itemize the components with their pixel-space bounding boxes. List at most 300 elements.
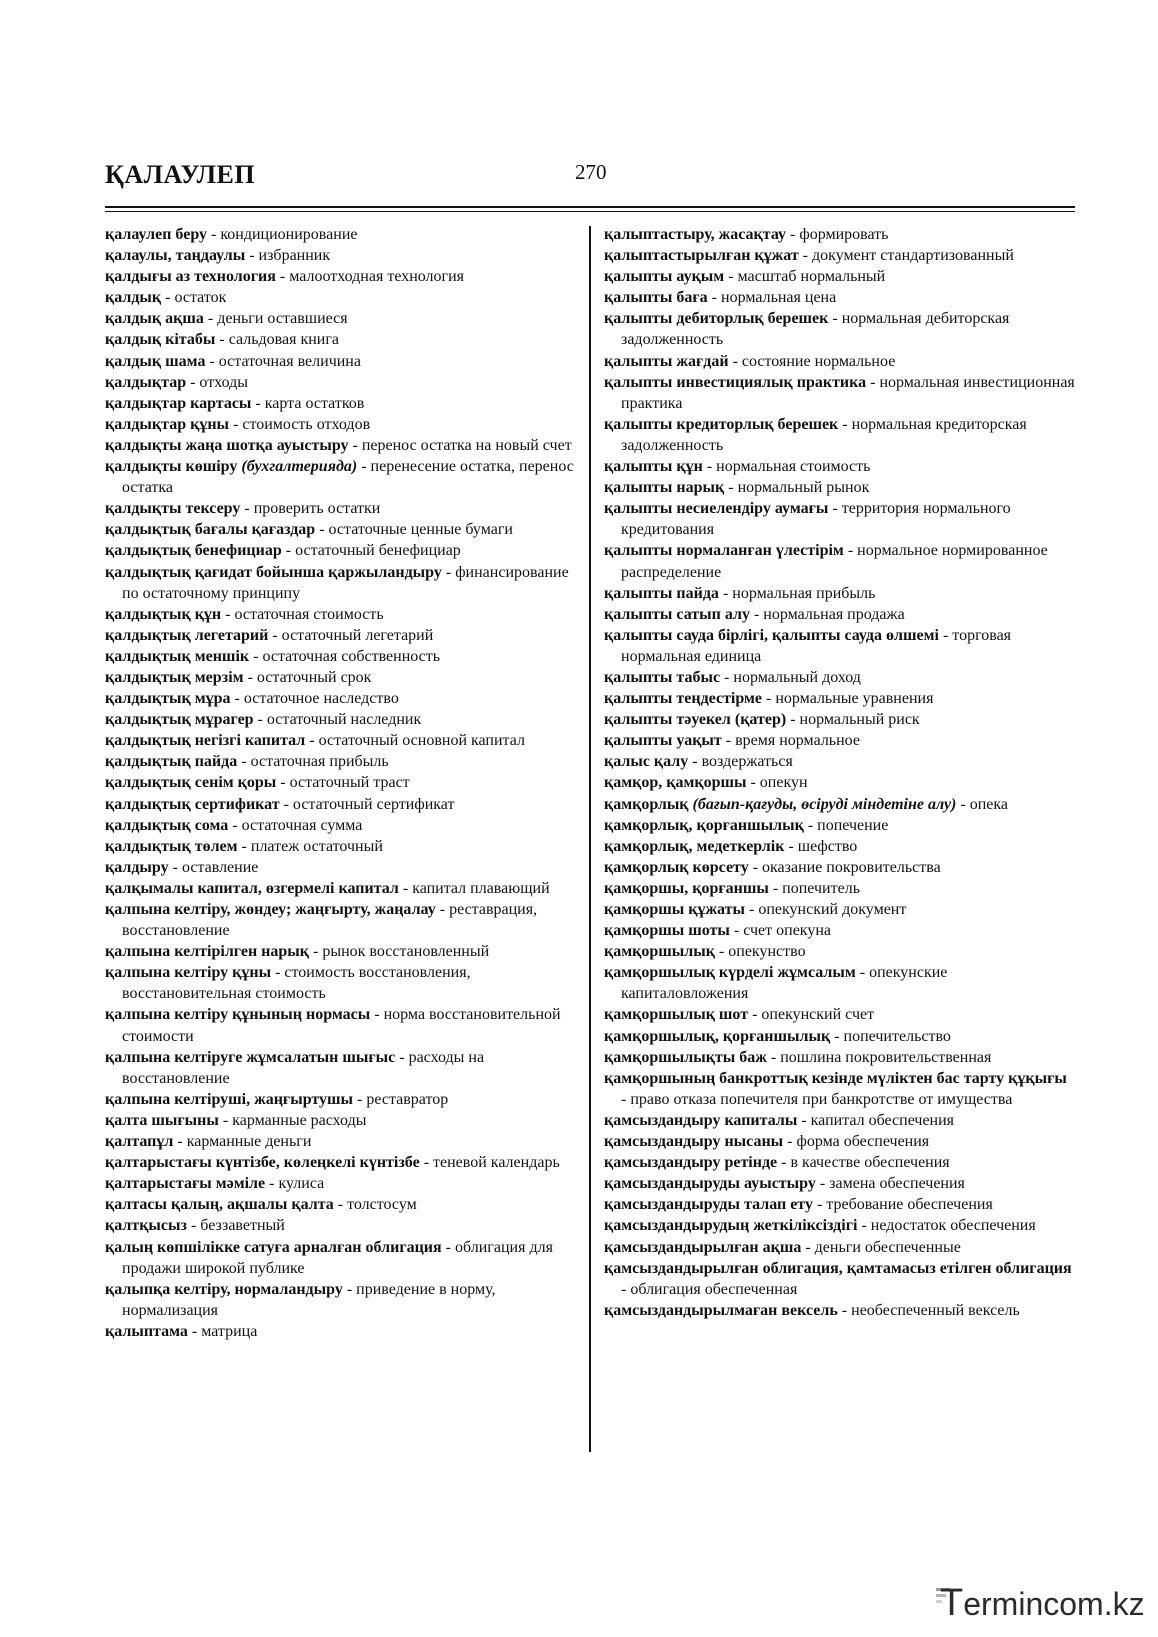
entry-separator: -: [419, 1154, 434, 1172]
entry-definition: приведение в норму, нормализация: [122, 1280, 496, 1319]
entry-separator: -: [797, 1111, 811, 1129]
entry-term: қалдықты жаңа шотқа ауыстыру: [105, 436, 349, 454]
entry-separator: -: [702, 458, 717, 476]
entry-definition: требование обеспечения: [826, 1196, 993, 1214]
entry-separator: -: [786, 226, 800, 243]
entry-term: қалдықтық мерзім: [105, 668, 244, 686]
entry-definition: перенос остатка на новый счет: [361, 436, 572, 454]
entry-separator: -: [315, 521, 329, 539]
dictionary-entry: [604, 351, 1076, 372]
entry-definition: остаточный наследник: [266, 711, 422, 729]
dictionary-entry: [105, 1152, 575, 1173]
entry-definition: оставление: [181, 858, 259, 876]
dictionary-entry: [105, 1237, 575, 1279]
entry-term: қалыпты тәуекел (қатер): [604, 711, 787, 729]
entry-definition: опекун: [759, 774, 808, 792]
entry-separator: -: [720, 668, 734, 686]
entry-definition: капитал обеспечения: [810, 1111, 955, 1129]
entry-term: қамсыздандырылған ақша: [604, 1238, 802, 1256]
entry-separator: -: [828, 500, 842, 518]
entry-note: (бағып-қағуды, өсіруді міндетіне алу): [688, 795, 957, 813]
dictionary-entry: [604, 730, 1076, 751]
dictionary-entry: [604, 1215, 1076, 1236]
entry-definition: нормальная стоимость: [716, 458, 871, 476]
entry-definition: опека: [969, 795, 1009, 813]
entry-term: қалдықтық төлем: [105, 837, 238, 855]
dictionary-entry: [105, 540, 575, 561]
dictionary-entry: [105, 1321, 575, 1342]
entry-definition: стоимость восстановления, восстановительная стоимость: [122, 964, 471, 1003]
entry-separator: -: [357, 458, 371, 476]
entry-separator: -: [801, 1238, 815, 1256]
entry-separator: -: [275, 268, 290, 286]
entry-definition: опекунские капиталовложения: [621, 964, 948, 1003]
entry-definition: остаточный бенефициар: [295, 542, 461, 560]
page-header: [105, 158, 1075, 198]
entry-separator: -: [342, 1280, 357, 1298]
entry-term: қалдықтық сенім қоры: [105, 774, 277, 792]
dictionary-entry: [105, 245, 575, 266]
entry-definition: реставрация, восстановление: [122, 901, 538, 940]
entry-term: қалдықты тексеру: [105, 500, 241, 518]
entry-term: қалыс қалу: [604, 753, 689, 771]
entry-definition: кондиционирование: [220, 226, 358, 243]
entry-separator: -: [186, 373, 200, 391]
entry-separator: -: [221, 605, 235, 623]
dictionary-entry: [105, 836, 575, 857]
entry-term: қалтарыстағы күнтізбе, көлеңкелі күнтізбе: [105, 1154, 420, 1172]
entry-definition: расходы на восстановление: [122, 1048, 485, 1087]
dictionary-entry: [105, 562, 575, 604]
dictionary-entry: [105, 625, 575, 646]
dictionary-entry: [105, 372, 575, 393]
entry-definition: отходы: [199, 373, 249, 391]
page-title: ҚАЛАУЛЕП: [105, 160, 256, 189]
entry-definition: избранник: [258, 247, 331, 265]
entry-separator: -: [240, 500, 254, 518]
entry-separator: -: [855, 964, 870, 982]
dictionary-entry: [604, 878, 1076, 899]
entry-definition: нормальный рынок: [737, 479, 870, 497]
entry-definition: остаточный легетарий: [281, 626, 434, 644]
entry-term: қалдықтық легетарий: [105, 626, 269, 644]
entry-separator: -: [724, 268, 738, 286]
dictionary-entry: [604, 772, 1076, 793]
entry-separator: -: [395, 1048, 409, 1066]
dictionary-entry: [105, 815, 575, 836]
entry-separator: -: [268, 626, 282, 644]
entry-definition: карманные деньги: [186, 1133, 312, 1151]
entry-definition: нормальная прибыль: [732, 584, 876, 602]
entry-definition: остаток: [174, 289, 227, 307]
entry-term: қалыпты инвестициялық практика: [604, 373, 867, 391]
entry-term: қамқоршылықты баж: [604, 1048, 767, 1066]
dictionary-entry: [604, 245, 1076, 266]
entry-term: қалдықты көшіру: [105, 458, 238, 476]
entry-term: қалыпты несиелендіру аумағы: [604, 500, 829, 518]
dictionary-entry: [604, 604, 1076, 625]
dictionary-entry: [105, 1047, 575, 1089]
entry-definition: территория нормального кредитования: [621, 500, 1011, 539]
entry-separator: -: [230, 690, 244, 708]
entry-term: қалтқысыз: [105, 1217, 187, 1235]
entry-definition: масштаб нормальный: [737, 268, 886, 286]
entry-separator: -: [203, 310, 218, 328]
entry-term: қалпына келтіру құнының нормасы: [105, 1006, 371, 1024]
entry-definition: беззаветный: [200, 1217, 285, 1235]
entry-separator: -: [207, 226, 221, 243]
entry-separator: -: [228, 816, 242, 834]
entry-separator: -: [724, 479, 738, 497]
entry-separator: -: [186, 1217, 201, 1235]
dictionary-entry: [105, 709, 575, 730]
entry-separator: -: [253, 711, 267, 729]
dictionary-entry: [604, 1004, 1076, 1025]
dictionary-entry: [105, 604, 575, 625]
entry-separator: -: [830, 1027, 844, 1045]
dictionary-entry: [604, 941, 1076, 962]
entry-definition: остаточная стоимость: [234, 605, 384, 623]
dictionary-entry: [604, 287, 1076, 308]
entry-separator: -: [828, 310, 842, 328]
entry-definition: счет опекуна: [743, 922, 832, 940]
dictionary-entry: [604, 498, 1076, 540]
entry-term: қамқоршының банкроттық кезінде мүліктен бас тарту құқығы: [604, 1069, 1067, 1087]
entry-separator: -: [746, 774, 760, 792]
entry-definition: нормальная дебиторская задолженность: [621, 310, 1010, 349]
entry-separator: -: [205, 352, 219, 370]
entry-term: қалдықтық бағалы қағаздар: [105, 521, 316, 539]
dictionary-entry: [604, 899, 1076, 920]
logo-domain: .kz: [1103, 1586, 1145, 1622]
entry-definition: рынок восстановленный: [322, 943, 490, 961]
entry-separator: -: [728, 352, 742, 370]
dictionary-entry: [105, 498, 575, 519]
dictionary-entry: [604, 688, 1076, 709]
entry-term: қалыптастырылған құжат: [604, 247, 799, 265]
entry-term: қалдықтар құны: [105, 415, 230, 433]
entry-separator: -: [249, 647, 263, 665]
dictionary-entry: [604, 667, 1076, 688]
entry-separator: -: [748, 858, 763, 876]
entry-term: қамсыздандыру ретінде: [604, 1154, 778, 1172]
dictionary-entry: [105, 772, 575, 793]
entry-definition: кулиса: [278, 1175, 325, 1193]
entry-term: қалыпты нормаланған үлестірім: [604, 542, 844, 560]
entry-term: қамқоршылық, қорғаншылық: [604, 1027, 831, 1045]
entry-separator: -: [370, 1006, 384, 1024]
entry-separator: -: [721, 732, 736, 750]
entry-separator: -: [218, 1111, 233, 1129]
dictionary-entry: [105, 224, 575, 245]
entry-term: қалдықтық құн: [105, 605, 222, 623]
entry-term: қалыптама: [105, 1322, 188, 1340]
entry-term: қалта шығыны: [105, 1111, 219, 1129]
dictionary-entry: [105, 688, 575, 709]
entry-definition: недостаток обеспечения: [870, 1217, 1036, 1235]
entry-term: қамсыздандырылған облигация, қамтамасыз етілген облигация: [604, 1259, 1072, 1277]
entry-definition: остаточное наследство: [243, 690, 399, 708]
entry-definition: пошлина покровительственная: [780, 1048, 992, 1066]
entry-separator: -: [766, 1048, 781, 1066]
termincom-logo[interactable]: [940, 1580, 1150, 1630]
entry-definition: в качестве обеспечения: [790, 1154, 950, 1172]
dictionary-entry: [604, 224, 1076, 245]
entry-separator: -: [348, 436, 362, 454]
entry-definition: капитал плавающий: [412, 879, 550, 897]
entry-definition: право отказа попечителя при банкротстве от имущества: [630, 1090, 1013, 1108]
column-divider: [589, 226, 591, 1452]
entry-term: қалдық кітабы: [105, 331, 216, 349]
dictionary-entry: [604, 1173, 1076, 1194]
dictionary-entry: [105, 287, 575, 308]
entry-separator: -: [688, 753, 702, 771]
dictionary-entry: [604, 1152, 1076, 1173]
entry-separator: -: [309, 943, 323, 961]
entry-term: қамсыздандыру капиталы: [604, 1111, 798, 1129]
entry-separator: -: [786, 711, 800, 729]
dictionary-entry: [604, 1300, 1076, 1321]
entry-separator: -: [215, 331, 229, 349]
dictionary-entry: [604, 1110, 1076, 1131]
entry-separator: -: [938, 626, 953, 644]
entry-separator: -: [161, 289, 175, 307]
entry-definition: нормальная инвестиционная практика: [621, 373, 1075, 412]
entry-separator: -: [398, 879, 413, 897]
dictionary-entry: [105, 351, 575, 372]
entry-term: қамқорлық көрсету: [604, 858, 749, 876]
dictionary-entry: [105, 857, 575, 878]
entry-definition: нормальный риск: [799, 711, 920, 729]
dictionary-entry: [604, 414, 1076, 456]
dictionary-entry: [105, 435, 575, 456]
dictionary-entry: [105, 794, 575, 815]
entry-separator: -: [784, 837, 798, 855]
dictionary-entry: [604, 836, 1076, 857]
entry-separator: -: [333, 1196, 348, 1214]
entry-term: қалыпты сатып алу: [604, 605, 750, 623]
dictionary-entry: [105, 456, 575, 498]
entry-term: қалыпты сауда бірлігі, қалыпты сауда өлшемі: [604, 626, 939, 644]
left-column: [105, 224, 575, 1342]
entry-definition: облигация для продажи широкой публике: [122, 1238, 553, 1277]
entry-separator: -: [305, 732, 319, 750]
entry-separator: -: [812, 1196, 827, 1214]
dictionary-entry: [604, 540, 1076, 582]
entry-term: қалтапұл: [105, 1133, 174, 1151]
dictionary-entry: [105, 941, 575, 962]
entry-separator: -: [866, 373, 880, 391]
entry-term: қалпына келтіруге жұмсалатын шығыс: [105, 1048, 396, 1066]
dictionary-entry: [105, 1279, 575, 1321]
entry-definition: оказание покровительства: [762, 858, 941, 876]
entry-definition: теневой календарь: [433, 1154, 560, 1172]
entry-definition: опекунство: [728, 943, 806, 961]
entry-term: қалыпты баға: [604, 289, 708, 307]
entry-term: қалыпты табыс: [604, 668, 721, 686]
entry-separator: -: [798, 247, 812, 265]
entry-definition: состояние нормальное: [741, 352, 896, 370]
entry-term: қамсыздандыру нысаны: [604, 1133, 784, 1151]
entry-separator: -: [843, 542, 858, 560]
entry-term: қалдықтық пайда: [105, 753, 238, 771]
dictionary-entry: [105, 1089, 575, 1110]
entry-term: қалдық: [105, 289, 162, 307]
entry-separator: -: [237, 753, 251, 771]
entry-definition: торговая нормальная единица: [621, 626, 1012, 665]
entry-term: қалыпты нарық: [604, 479, 725, 497]
dictionary-entry: [105, 519, 575, 540]
entry-separator: -: [745, 901, 759, 918]
entry-definition: нормальный доход: [733, 668, 861, 686]
entry-term: қалыпты пайда: [604, 584, 719, 602]
entry-definition: проверить остатки: [253, 500, 381, 518]
entry-term: қалдықтар картасы: [105, 394, 252, 412]
logo-text: [940, 1582, 1145, 1625]
entry-term: қалыптастыру, жасақтау: [604, 226, 786, 243]
entry-definition: замена обеспечения: [829, 1175, 965, 1193]
entry-definition: документ стандартизованный: [812, 247, 1014, 265]
entry-separator: -: [441, 563, 456, 581]
entry-term: қамқоршы құжаты: [604, 901, 745, 918]
entry-term: қалың көпшілікке сатуға арналған облигация: [105, 1238, 442, 1256]
dictionary-entry: [604, 1131, 1076, 1152]
entry-term: қамсыздандыруды ауыстыру: [604, 1175, 816, 1193]
entry-definition: перенесение остатка, перенос остатка: [122, 458, 574, 497]
dictionary-entry: [604, 266, 1076, 287]
entry-term: қамсыздандыруды талап ету: [604, 1196, 813, 1214]
dictionary-entry: [604, 751, 1076, 772]
dictionary-entry: [604, 1047, 1076, 1068]
entry-term: қалдыру: [105, 858, 169, 876]
entry-term: қалыпты кредиторлық берешек: [604, 415, 839, 433]
entry-term: қамқоршы, қорғаншы: [604, 879, 769, 897]
dictionary-entry: [604, 1026, 1076, 1047]
entry-term: қалпына келтіру, жөндеу; жаңғырту, жаңалау: [105, 901, 436, 918]
entry-term: қалаулы, таңдаулы: [105, 247, 246, 265]
entry-definition: нормальная цена: [721, 289, 837, 307]
dictionary-entry: [105, 414, 575, 435]
entry-separator: -: [251, 394, 265, 412]
entry-separator: -: [815, 1175, 830, 1193]
dictionary-entry: [105, 646, 575, 667]
entry-definition: остаточная величина: [218, 352, 361, 370]
dictionary-entry: [604, 456, 1076, 477]
entry-definition: попечитель: [782, 879, 860, 897]
entry-separator: -: [265, 1175, 279, 1193]
header-rule-thick: [105, 206, 1075, 208]
dictionary-entry: [105, 667, 575, 688]
entry-separator: -: [956, 795, 970, 813]
entry-separator: -: [762, 690, 776, 708]
entry-term: қалпына келтірілген нарық: [105, 943, 309, 961]
entry-separator: -: [768, 879, 783, 897]
dictionary-entry: [604, 308, 1076, 350]
right-column: [604, 224, 1076, 1321]
entry-definition: попечительство: [843, 1027, 951, 1045]
entry-definition: остаточный основной капитал: [318, 732, 525, 750]
dictionary-entry: [105, 1173, 575, 1194]
dictionary-entry: [604, 583, 1076, 604]
page-number: 270: [575, 160, 607, 184]
entry-term: қамқорлық, медеткерлік: [604, 837, 785, 855]
entry-term: қалдықтық меншік: [105, 647, 250, 665]
dictionary-entry: [105, 1131, 575, 1152]
entry-separator: -: [281, 542, 296, 560]
entry-definition: формировать: [799, 226, 889, 243]
entry-separator: -: [714, 943, 729, 961]
dictionary-entry: [604, 625, 1076, 667]
entry-definition: форма обеспечения: [796, 1133, 930, 1151]
entry-term: қамқоршылық: [604, 943, 715, 961]
dictionary-entry: [105, 962, 575, 1004]
header-rule-thin: [105, 211, 1075, 212]
dictionary-entry: [604, 709, 1076, 730]
entry-separator: -: [229, 415, 243, 433]
entry-definition: опекунский счет: [761, 1006, 875, 1024]
entry-separator: -: [276, 774, 290, 792]
entry-separator: -: [748, 1006, 762, 1024]
entry-separator: -: [187, 1322, 202, 1340]
entry-separator: -: [837, 1301, 852, 1319]
dictionary-entry: [604, 962, 1076, 1004]
entry-definition: реставратор: [366, 1090, 449, 1108]
entry-term: қалтарыстағы мәміле: [105, 1175, 266, 1193]
entry-definition: стоимость отходов: [242, 415, 371, 433]
entry-term: қалпына келтіруші, жаңғыртушы: [105, 1090, 354, 1108]
entry-term: қамқоршылық күрделі жұмсалым: [604, 964, 856, 982]
entry-term: қалыпты ауқым: [604, 268, 725, 286]
entry-definition: остаточные ценные бумаги: [328, 521, 513, 539]
dictionary-entry: [105, 308, 575, 329]
entry-definition: норма восстановительной стоимости: [122, 1006, 561, 1045]
dictionary-entry: [105, 1110, 575, 1131]
entry-definition: малоотходная технология: [289, 268, 465, 286]
entry-separator: -: [173, 1133, 187, 1151]
entry-separator: -: [621, 1090, 631, 1108]
entry-definition: нормальная продажа: [763, 605, 905, 623]
entry-definition: карта остатков: [264, 394, 365, 412]
entry-definition: сальдовая книга: [228, 331, 340, 349]
entry-term: қамсыздандырылмаған вексель: [604, 1301, 838, 1319]
entry-definition: деньги обеспеченные: [814, 1238, 961, 1256]
entry-definition: толстосум: [347, 1196, 417, 1214]
entry-term: қалпына келтіру құны: [105, 964, 272, 982]
entry-definition: матрица: [201, 1322, 258, 1340]
entry-term: қамсыздандырудың жеткіліксіздігі: [604, 1217, 858, 1235]
entry-definition: попечение: [817, 816, 889, 834]
dictionary-entry: [105, 878, 575, 899]
entry-term: қалдықтық қағидат бойынша қаржыландыру: [105, 563, 442, 581]
dictionary-entry: [105, 1004, 575, 1046]
dictionary-entry: [105, 266, 575, 287]
entry-separator: -: [271, 964, 285, 982]
entry-term: қамқорлық, қорғаншылық: [604, 816, 804, 834]
entry-separator: -: [168, 858, 182, 876]
entry-separator: -: [435, 901, 450, 918]
entry-term: қалдықтық бенефициар: [105, 542, 282, 560]
logo-letter-t: T: [940, 1582, 964, 1624]
entry-term: қамқор, қамқоршы: [604, 774, 747, 792]
dictionary-entry: [604, 1068, 1076, 1110]
entry-term: қалдықтық мұрагер: [105, 711, 254, 729]
dictionary-entry: [604, 1194, 1076, 1215]
entry-term: қалдық ақша: [105, 310, 204, 328]
dictionary-entry: [604, 1258, 1076, 1300]
entry-separator: -: [279, 795, 293, 813]
entry-note: (бухгалтерияда): [237, 458, 358, 476]
entry-separator: -: [783, 1133, 797, 1151]
